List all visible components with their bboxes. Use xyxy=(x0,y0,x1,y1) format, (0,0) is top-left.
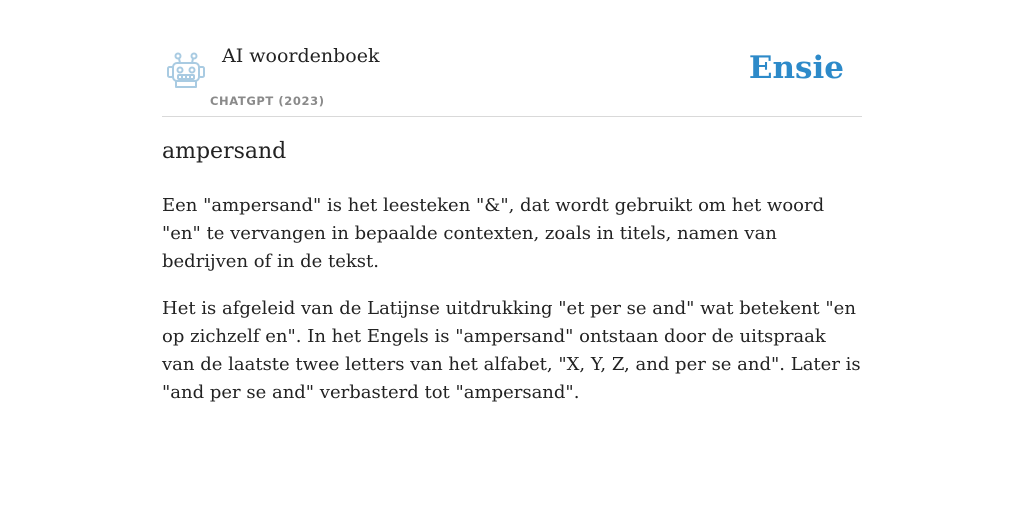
brand-logo[interactable]: Ensie xyxy=(748,50,844,86)
dictionary-source: CHATGPT (2023) xyxy=(210,94,325,108)
entry-word: ampersand xyxy=(162,139,287,164)
entry-definition xyxy=(162,192,862,426)
robot-icon xyxy=(166,52,206,90)
definition-paragraph: Het is afgeleid van de Latijnse uitdrukking "et per se and" wat betekent "en op zichzelf en". In het Engels is "ampersand" ontstaan door de uitspraak van de laatste twee letters van het alfabet, "X, Y, Z, and per se and". Later is "and per se and" verbasterd tot "ampersand". xyxy=(162,298,861,403)
dictionary-title[interactable]: AI woordenboek xyxy=(222,45,380,67)
definition-paragraph: Een "ampersand" is het leesteken "&", dat wordt gebruikt om het woord "en" te vervangen in bepaalde contexten, zoals in titels, namen van bedrijven of in de tekst. xyxy=(162,195,825,272)
dictionary-header xyxy=(162,0,862,117)
